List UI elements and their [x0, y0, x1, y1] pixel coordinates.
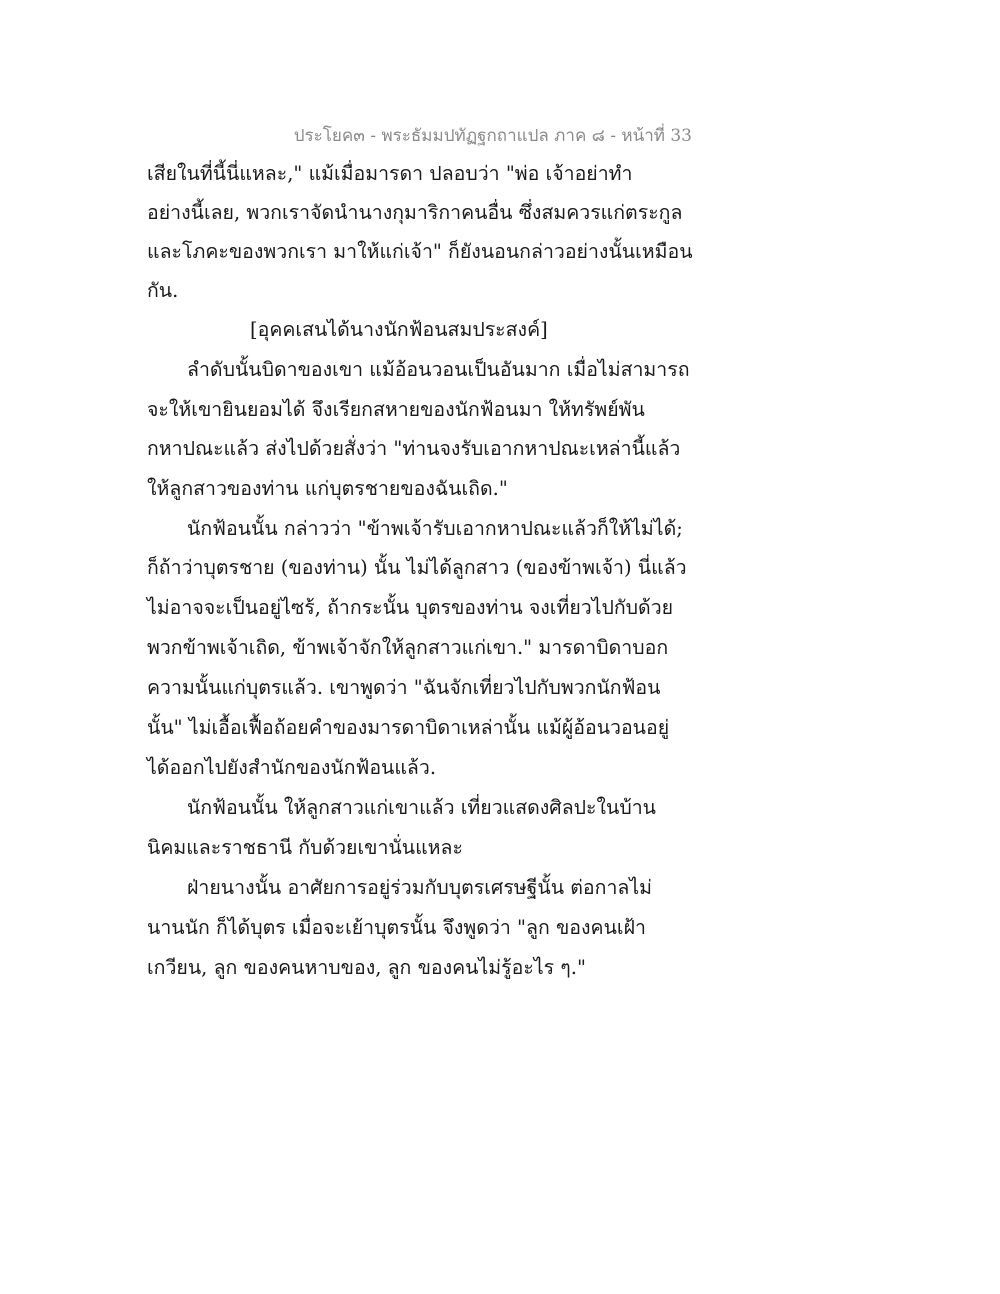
text-line: กัน.	[147, 279, 179, 302]
text-line: ฝ่ายนางนั้น อาศัยการอยู่ร่วมกับบุตรเศรษฐีนั้น ต่อกาลไม่	[187, 876, 653, 899]
text-line: นานนัก ก็ได้บุตร เมื่อจะเย้าบุตรนั้น จึงพูดว่า "ลูก ของคนเฝ้า	[147, 916, 646, 939]
text-line: นั้น" ไม่เอื้อเฟื้อถ้อยคำของมารดาบิดาเหล่านั้น แม้ผู้อ้อนวอนอยู่	[147, 716, 670, 739]
page-header: ประโยค๓ - พระธัมมปทัฏฐกถาแปล ภาค ๘ - หน้าที่ 33	[293, 126, 692, 146]
text-line: อย่างนี้เลย, พวกเราจัดนำนางกุมาริกาคนอื่น ซึ่งสมควรแก่ตระกูล	[147, 201, 683, 224]
text-line: เสียในที่นี้นี่แหละ," แม้เมื่อมารดา ปลอบว่า "พ่อ เจ้าอย่าทำ	[147, 162, 633, 185]
text-line: ความนั้นแก่บุตรแล้ว. เขาพูดว่า "ฉันจักเที่ยวไปกับพวกนักฟ้อน	[147, 676, 661, 699]
text-line: ก็ถ้าว่าบุตรชาย (ของท่าน) นั้น ไม่ได้ลูกสาว (ของข้าพเจ้า) นี่แล้ว	[147, 556, 687, 579]
text-line: ไม่อาจจะเป็นอยู่ไซร้, ถ้ากระนั้น บุตรของท่าน จงเที่ยวไปกับด้วย	[147, 596, 674, 619]
text-line: กหาปณะแล้ว ส่งไปด้วยสั่งว่า "ท่านจงรับเอากหาปณะเหล่านี้แล้ว	[147, 437, 681, 460]
text-line: ได้ออกไปยังสำนักของนักฟ้อนแล้ว.	[147, 756, 437, 779]
section-heading: [อุคคเสนได้นางนักฟ้อนสมประสงค์]	[250, 318, 548, 341]
text-line: นักฟ้อนนั้น กล่าวว่า "ข้าพเจ้ารับเอากหาปณะแล้วก็ให้ไม่ได้;	[187, 517, 683, 540]
text-line: และโภคะของพวกเรา มาให้แก่เจ้า" ก็ยังนอนกล่าวอย่างนั้นเหมือน	[147, 240, 693, 263]
text-line: จะให้เขายินยอมได้ จึงเรียกสหายของนักฟ้อนมา ให้ทรัพย์พัน	[147, 398, 645, 421]
text-line: พวกข้าพเจ้าเถิด, ข้าพเจ้าจักให้ลูกสาวแก่เขา." มารดาบิดาบอก	[147, 636, 669, 659]
text-line: นิคมและราชธานี กับด้วยเขานั่นแหละ	[147, 836, 463, 859]
text-line: นักฟ้อนนั้น ให้ลูกสาวแก่เขาแล้ว เที่ยวแสดงศิลปะในบ้าน	[187, 796, 656, 819]
text-line: เกวียน, ลูก ของคนหาบของ, ลูก ของคนไม่รู้อะไร ๆ."	[147, 956, 586, 979]
text-line: ลำดับนั้นบิดาของเขา แม้อ้อนวอนเป็นอันมาก เมื่อไม่สามารถ	[187, 358, 690, 381]
text-line: ให้ลูกสาวของท่าน แก่บุตรชายของฉันเถิด."	[147, 477, 508, 500]
